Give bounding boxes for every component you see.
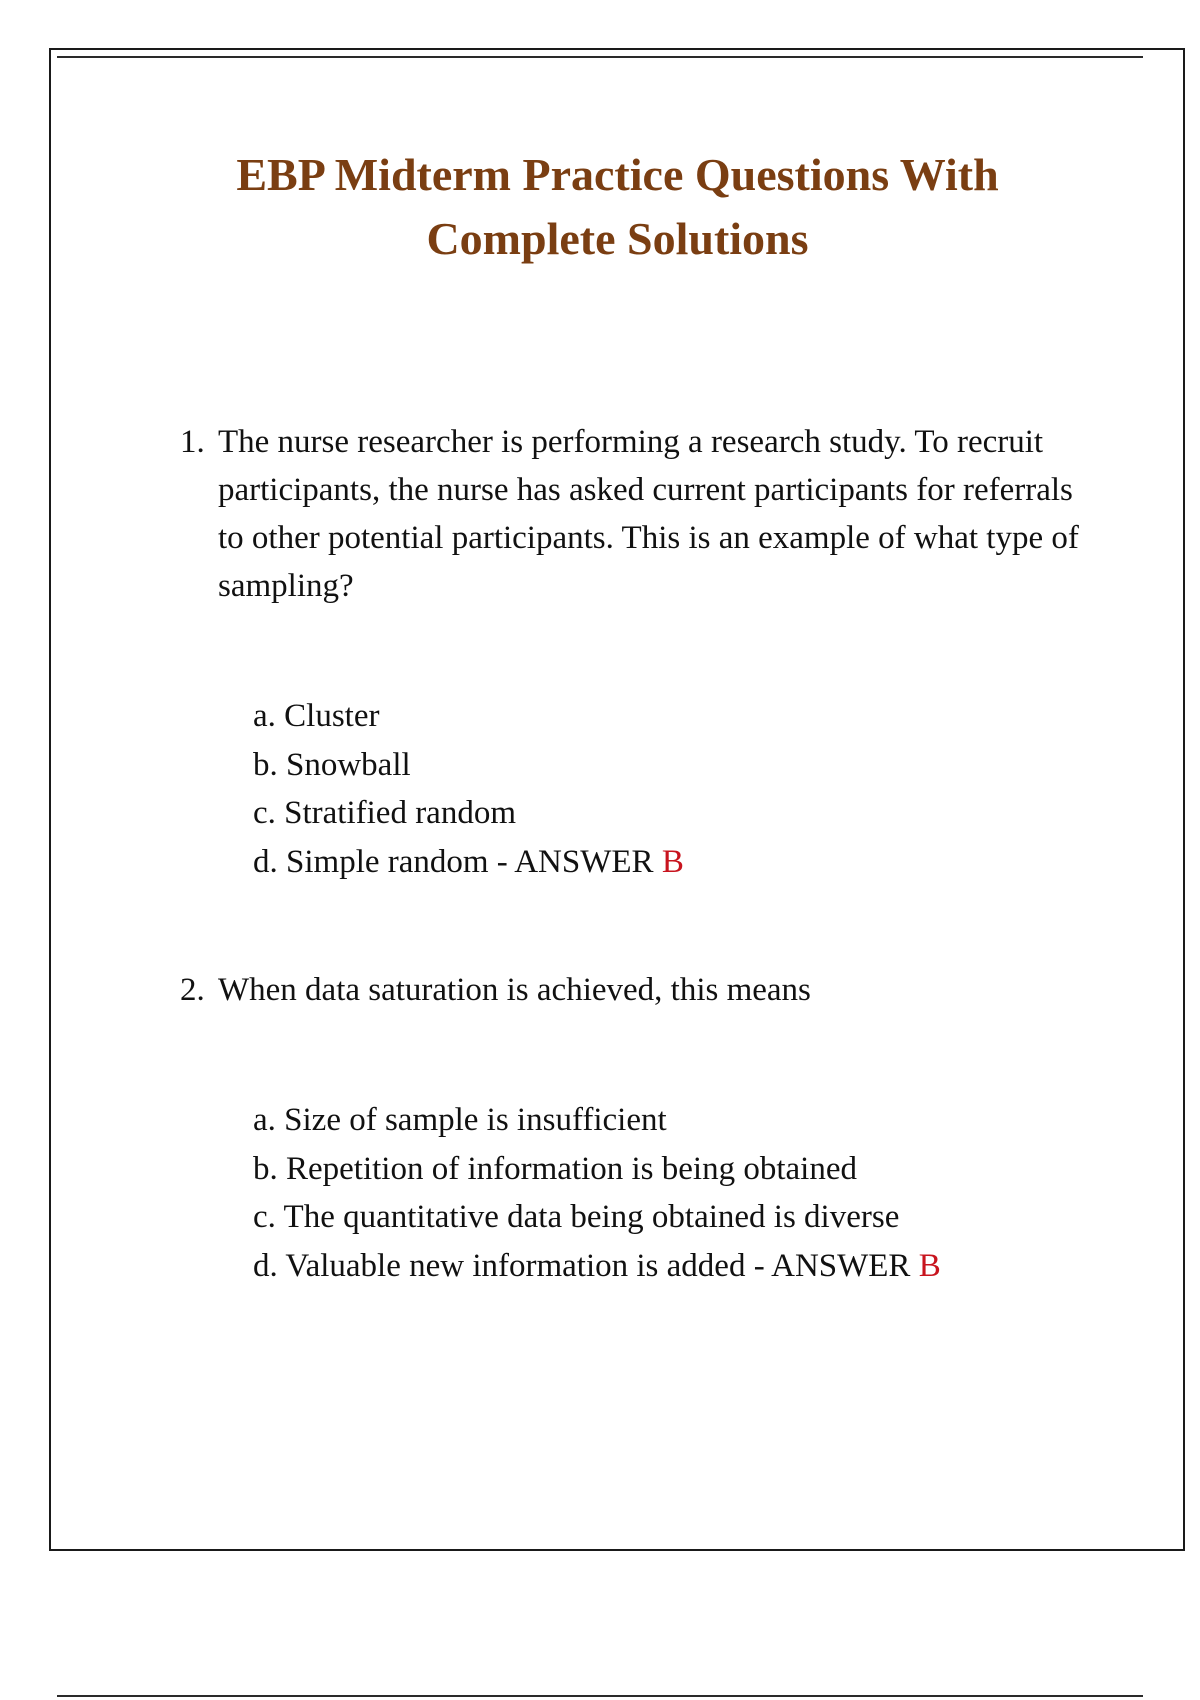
option-1b: b. Snowball <box>253 746 411 783</box>
option-2a: a. Size of sample is insufficient <box>253 1102 667 1138</box>
option-2b: b. Repetition of information is being obtained <box>253 1150 857 1187</box>
question-2-text: When data saturation is achieved, this means <box>218 972 811 1008</box>
question-2-options <box>253 1096 1113 1290</box>
title-line-2: Complete Solutions <box>426 213 809 264</box>
answer-1: B <box>661 843 684 880</box>
bottom-divider <box>57 1695 1143 1697</box>
question-1-text: The nurse researcher is performing a research study. To recruit participants, the nurse has asked current participants for referrals to other potential participants. This is an example of what type of sampling? <box>218 424 1079 604</box>
document-title <box>120 143 1115 271</box>
option-1c: c. Stratified random <box>253 795 517 831</box>
question-1-options <box>253 692 1113 886</box>
option-2c: c. The quantitative data being obtained is diverse <box>253 1199 900 1235</box>
option-1d: d. Simple random - ANSWER B <box>253 843 684 880</box>
top-divider <box>57 56 1143 58</box>
option-1a: a. Cluster <box>253 698 380 734</box>
option-2d: d. Valuable new information is added - ANSWER B <box>253 1247 941 1284</box>
question-2-number: 2. <box>180 972 205 1008</box>
question-1-number: 1. <box>180 424 205 460</box>
question-1 <box>180 418 1100 610</box>
question-2 <box>180 966 1100 1014</box>
answer-2: B <box>918 1247 941 1284</box>
title-line-1: EBP Midterm Practice Questions With <box>236 149 999 200</box>
